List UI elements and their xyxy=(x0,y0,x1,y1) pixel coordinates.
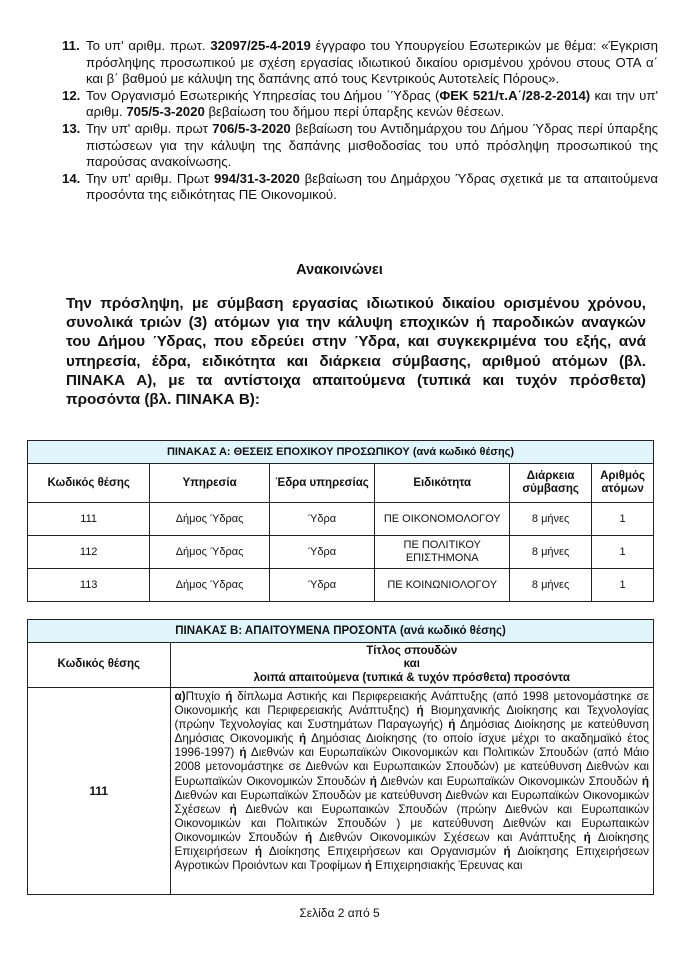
table-a-caption: ΠΙΝΑΚΑΣ Α: ΘΕΣΕΙΣ ΕΠΟΧΙΚΟΥ ΠΡΟΣΩΠΙΚΟΥ (ανά κωδικό θέσης) xyxy=(28,441,654,464)
header-title-line3: λοιπά απαιτούμενα (τυπικά & τυχόν πρόσθετα) προσόντα xyxy=(253,671,570,684)
table-a-positions xyxy=(27,440,654,602)
header-title-line1: Τίτλος σπουδών xyxy=(366,644,458,657)
list-item-number: 12. xyxy=(62,87,81,103)
table-a-header-code: Κωδικός θέσης xyxy=(28,464,150,503)
cell-duration: 8 μήνες xyxy=(510,503,592,536)
cell-count: 1 xyxy=(592,503,654,536)
cell-specialty: ΠΕ ΟΙΚΟΝΟΜΟΛΟΓΟΥ xyxy=(375,503,510,536)
list-item-text: Τον Οργανισμό Εσωτερικής Υπηρεσίας του Δήμου ΄Ύδρας (ΦΕΚ 521/τ.Α΄/28-2-2014) και την υπ' αριθμ. 705/5-3-2020 βεβαίωση του δήμου περί ύπαρξης κενών θέσεων. xyxy=(86,87,658,120)
legal-references-list xyxy=(62,38,658,204)
table-a-header-service: Υπηρεσία xyxy=(150,464,269,503)
list-item-text: Το υπ' αριθμ. πρωτ. 32097/25-4-2019 έγγραφο του Υπουργείου Εσωτερικών με θέμα: «Έγκριση πρόσληψης προσωπικού με σχέση εργασίας ιδιωτικού δικαίου ορισμένου χρόνου στους ΟΤΑ α΄ και β΄ βαθμού με κάλυψη της δαπάνης από τους Κεντρικούς Αυτοτελείς Πόρους». xyxy=(86,38,658,87)
cell-specialty: ΠΕ ΠΟΛΙΤΙΚΟΥ ΕΠΙΣΤΗΜΟΝΑ xyxy=(375,536,510,569)
announce-heading: Ανακοινώνει xyxy=(296,262,383,278)
list-item xyxy=(62,88,658,121)
list-item xyxy=(62,121,658,171)
cell-service: Δήμος Ύδρας xyxy=(150,569,269,602)
table-a-header-seat: Έδρα υπηρεσίας xyxy=(269,464,375,503)
list-item-number: 13. xyxy=(62,120,81,136)
table-row xyxy=(28,569,654,602)
cell-code: 111 xyxy=(28,688,171,895)
cell-qualifications xyxy=(170,688,653,895)
list-item xyxy=(62,171,658,204)
intro-paragraph: Την πρόσληψη, με σύμβαση εργασίας ιδιωτικού δικαίου ορισμένου χρόνου, συνολικά τριών (3) ατόμων για την κάλυψη εποχικών ή παροδικών αναγκών του Δήμου Ύδρας, που εδρεύει στην Ύδρα, και συγκεκριμένα του εξής, ανά υπηρεσία, έδρα, ειδικότητα και διάρκεια σύμβασης, αριθμού ατόμων (βλ. ΠΙΝΑΚΑ Α), με τα αντίστοιχα απαιτούμενα (τυπικά και τυχόν πρόσθετα) προσόντα (βλ. ΠΙΝΑΚΑ Β): xyxy=(66,295,646,409)
page-footer: Σελίδα 2 από 5 xyxy=(299,906,380,920)
table-b-qualifications xyxy=(27,619,654,895)
cell-duration: 8 μήνες xyxy=(510,569,592,602)
table-row xyxy=(28,536,654,569)
table-row xyxy=(28,503,654,536)
cell-code: 113 xyxy=(28,569,150,602)
cell-service: Δήμος Ύδρας xyxy=(150,503,269,536)
cell-seat: Ύδρα xyxy=(269,536,375,569)
cell-duration: 8 μήνες xyxy=(510,536,592,569)
qualifications-text: Πτυχίο ή δίπλωμα Αστικής και Περιφερειακής Ανάπτυξης (από 1998 μετονομάστηκε σε Οικονομικής και Περιφερειακής Ανάπτυξης) ή Βιομηχανικής Διοίκησης και Τεχνολογίας (πρώην Τεχνολογίας και Συστημάτων Παραγωγής) ή Δημόσιας Διοίκησης με κατεύθυνση Δημόσιας Οικονομικής ή Δημόσιας Διοίκησης (το οποίο ίσχυε μέχρι το ακαδημαϊκό έτος 1996-1997) ή Διεθνών και Ευρωπαϊκών Οικονομικών και Πολιτικών Σπουδών (από Μάιο 2008 μετονομάστηκε σε Διεθνών και Ευρωπαικών Σπουδών) με κατεύθυνση Διεθνών και Ευρωπαϊκών Οικονομικών Σπουδών ή Διεθνών και Ευρωπαϊκών Οικονομικών Σπουδών ή Διεθνών και Ευρωπαϊκών Σπουδών με κατεύθυνση Διεθνών και Ευρωπαϊκών Οικονομικών Σχέσεων ή Διεθνών και Ευρωπαικών Σπουδών (πρώην Διεθνών και Ευρωπαικών Οικονομικών και Πολιτικών Σπουδών ) με κατεύθυνση Διεθνών και Ευρωπαικών Οικονομικών Σπουδών ή Διεθνών Οικονομικών Σχέσεων και Ανάπτυξης ή Διοίκησης Επιχειρήσεων ή Διοίκησης Επιχειρήσεων και Οργανισμών ή Διοίκησης Επιχειρήσεων Αγροτικών Προιόντων και Τροφίμων ή Επιχειρησιακής Έρευνας και xyxy=(174,690,650,873)
item-prefix: α) xyxy=(174,690,186,703)
list-item xyxy=(62,38,658,88)
header-title-line2: και xyxy=(403,658,420,671)
cell-seat: Ύδρα xyxy=(269,503,375,536)
table-a-header-count: Αριθμός ατόμων xyxy=(592,464,654,503)
table-row xyxy=(28,688,654,895)
list-item-number: 11. xyxy=(62,38,80,53)
table-a-header-duration: Διάρκεια σύμβασης xyxy=(510,464,592,503)
cell-service: Δήμος Ύδρας xyxy=(150,536,269,569)
table-b-caption: ΠΙΝΑΚΑΣ Β: ΑΠΑΙΤΟΥΜΕΝΑ ΠΡΟΣΟΝΤΑ (ανά κωδικό θέσης) xyxy=(28,620,654,643)
cell-count: 1 xyxy=(592,569,654,602)
cell-code: 111 xyxy=(28,503,150,536)
cell-seat: Ύδρα xyxy=(269,569,375,602)
table-a-header-specialty: Ειδικότητα xyxy=(375,464,510,503)
list-item-text: Την υπ' αριθμ. Πρωτ 994/31-3-2020 βεβαίωση του Δημάρχου Ύδρας σχετικά με τα απαιτούμενα προσόντα της ειδικότητας ΠΕ Οικονομικού. xyxy=(86,170,658,203)
table-b-header-title xyxy=(170,643,653,688)
table-b-header-code: Κωδικός θέσης xyxy=(28,643,171,688)
cell-code: 112 xyxy=(28,536,150,569)
cell-count: 1 xyxy=(592,536,654,569)
list-item-number: 14. xyxy=(62,170,81,186)
cell-specialty: ΠΕ ΚΟΙΝΩΝΙΟΛΟΓΟΥ xyxy=(375,569,510,602)
list-item-text: Την υπ' αριθμ. πρωτ 706/5-3-2020 βεβαίωση του Αντιδημάρχου του Δήμου Ύδρας περί ύπαρξης πιστώσεων για την κάλυψη της δαπάνης μισθοδοσίας του υπό πρόσληψη προσωπικού της παρούσας ανακοίνωσης. xyxy=(86,120,659,170)
